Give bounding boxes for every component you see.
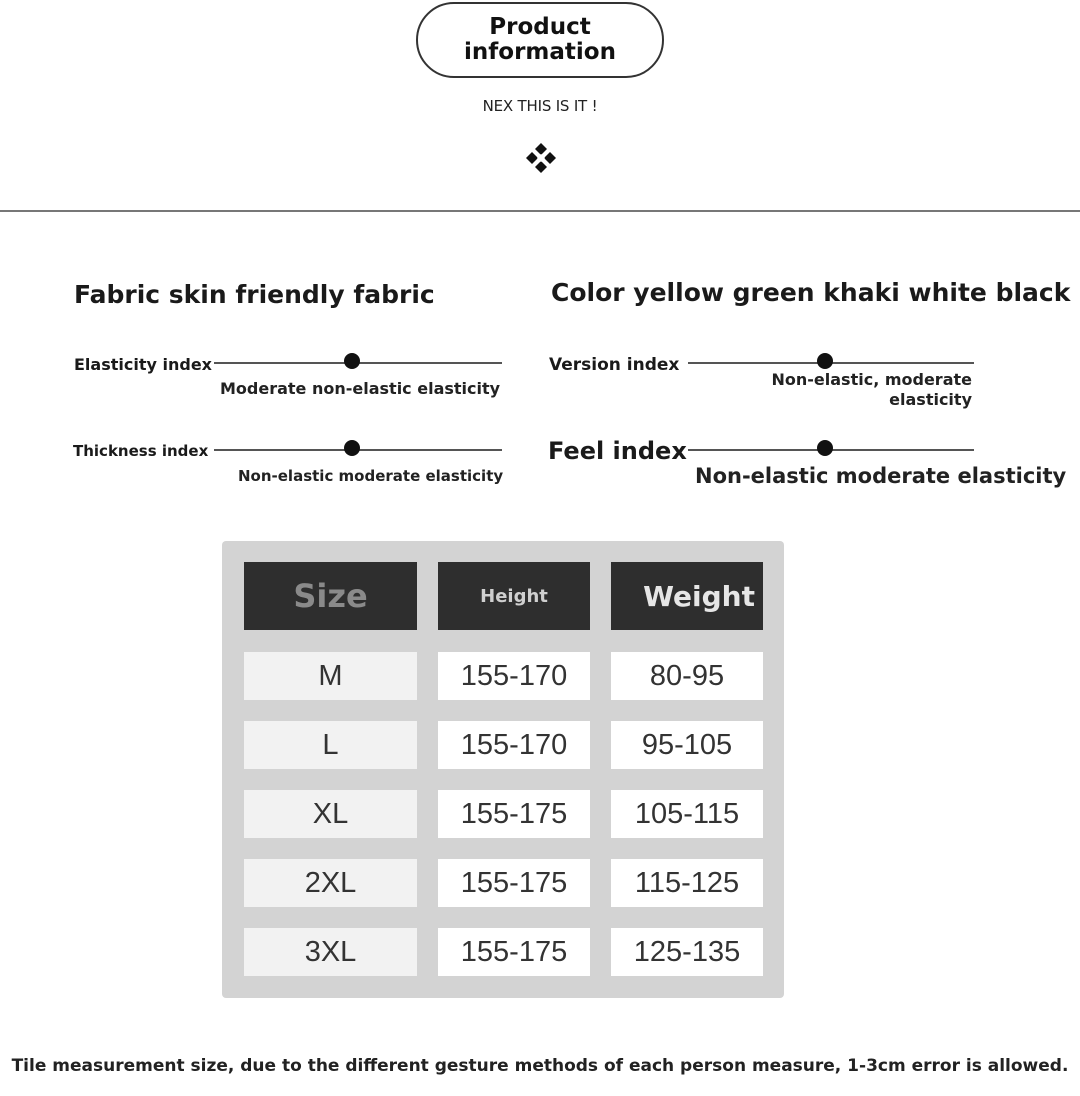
measurement-footnote: Tile measurement size, due to the different gesture methods of each person measure, 1-3cm error is allowed. (11, 1056, 1069, 1076)
table-cell-weight: 115-125 (611, 859, 763, 907)
table-cell-size: 3XL (244, 928, 417, 976)
feel-index-marker (817, 440, 833, 456)
section-divider (0, 210, 1080, 212)
version-index-marker (817, 353, 833, 369)
table-cell-height: 155-170 (438, 721, 590, 769)
table-cell-weight: 125-135 (611, 928, 763, 976)
height-column-header: Height (438, 562, 590, 630)
elasticity-index-marker (344, 353, 360, 369)
thickness-index-label: Thickness index (73, 442, 209, 460)
product-information-title: Product information (464, 14, 616, 65)
table-cell-weight: 80-95 (611, 652, 763, 700)
color-heading: Color yellow green khaki white black (551, 278, 1071, 307)
feel-index-value: Non-elastic moderate elasticity (695, 464, 1067, 488)
fabric-heading: Fabric skin friendly fabric (74, 280, 435, 309)
table-cell-height: 155-175 (438, 859, 590, 907)
table-cell-weight: 105-115 (611, 790, 763, 838)
feel-index-label: Feel index (548, 437, 687, 465)
table-cell-size: XL (244, 790, 417, 838)
table-cell-weight: 95-105 (611, 721, 763, 769)
table-cell-size: 2XL (244, 859, 417, 907)
thickness-index-marker (344, 440, 360, 456)
version-index-value: Non-elastic, moderate elasticity (771, 370, 972, 409)
table-cell-size: M (244, 652, 417, 700)
elasticity-index-value: Moderate non-elastic elasticity (220, 379, 501, 398)
size-chart (222, 541, 784, 998)
table-cell-height: 155-175 (438, 790, 590, 838)
table-cell-height: 155-175 (438, 928, 590, 976)
product-information-badge (416, 2, 664, 78)
size-column-header: Size (244, 562, 417, 630)
thickness-index-value: Non-elastic moderate elasticity (238, 467, 504, 485)
table-cell-height: 155-170 (438, 652, 590, 700)
diamond-cluster-icon (524, 142, 558, 174)
version-index-label: Version index (549, 355, 680, 375)
table-cell-size: L (244, 721, 417, 769)
weight-column-header: Weight (611, 562, 763, 630)
brand-tagline: NEX THIS IS IT ! (482, 97, 598, 115)
elasticity-index-label: Elasticity index (74, 355, 212, 374)
